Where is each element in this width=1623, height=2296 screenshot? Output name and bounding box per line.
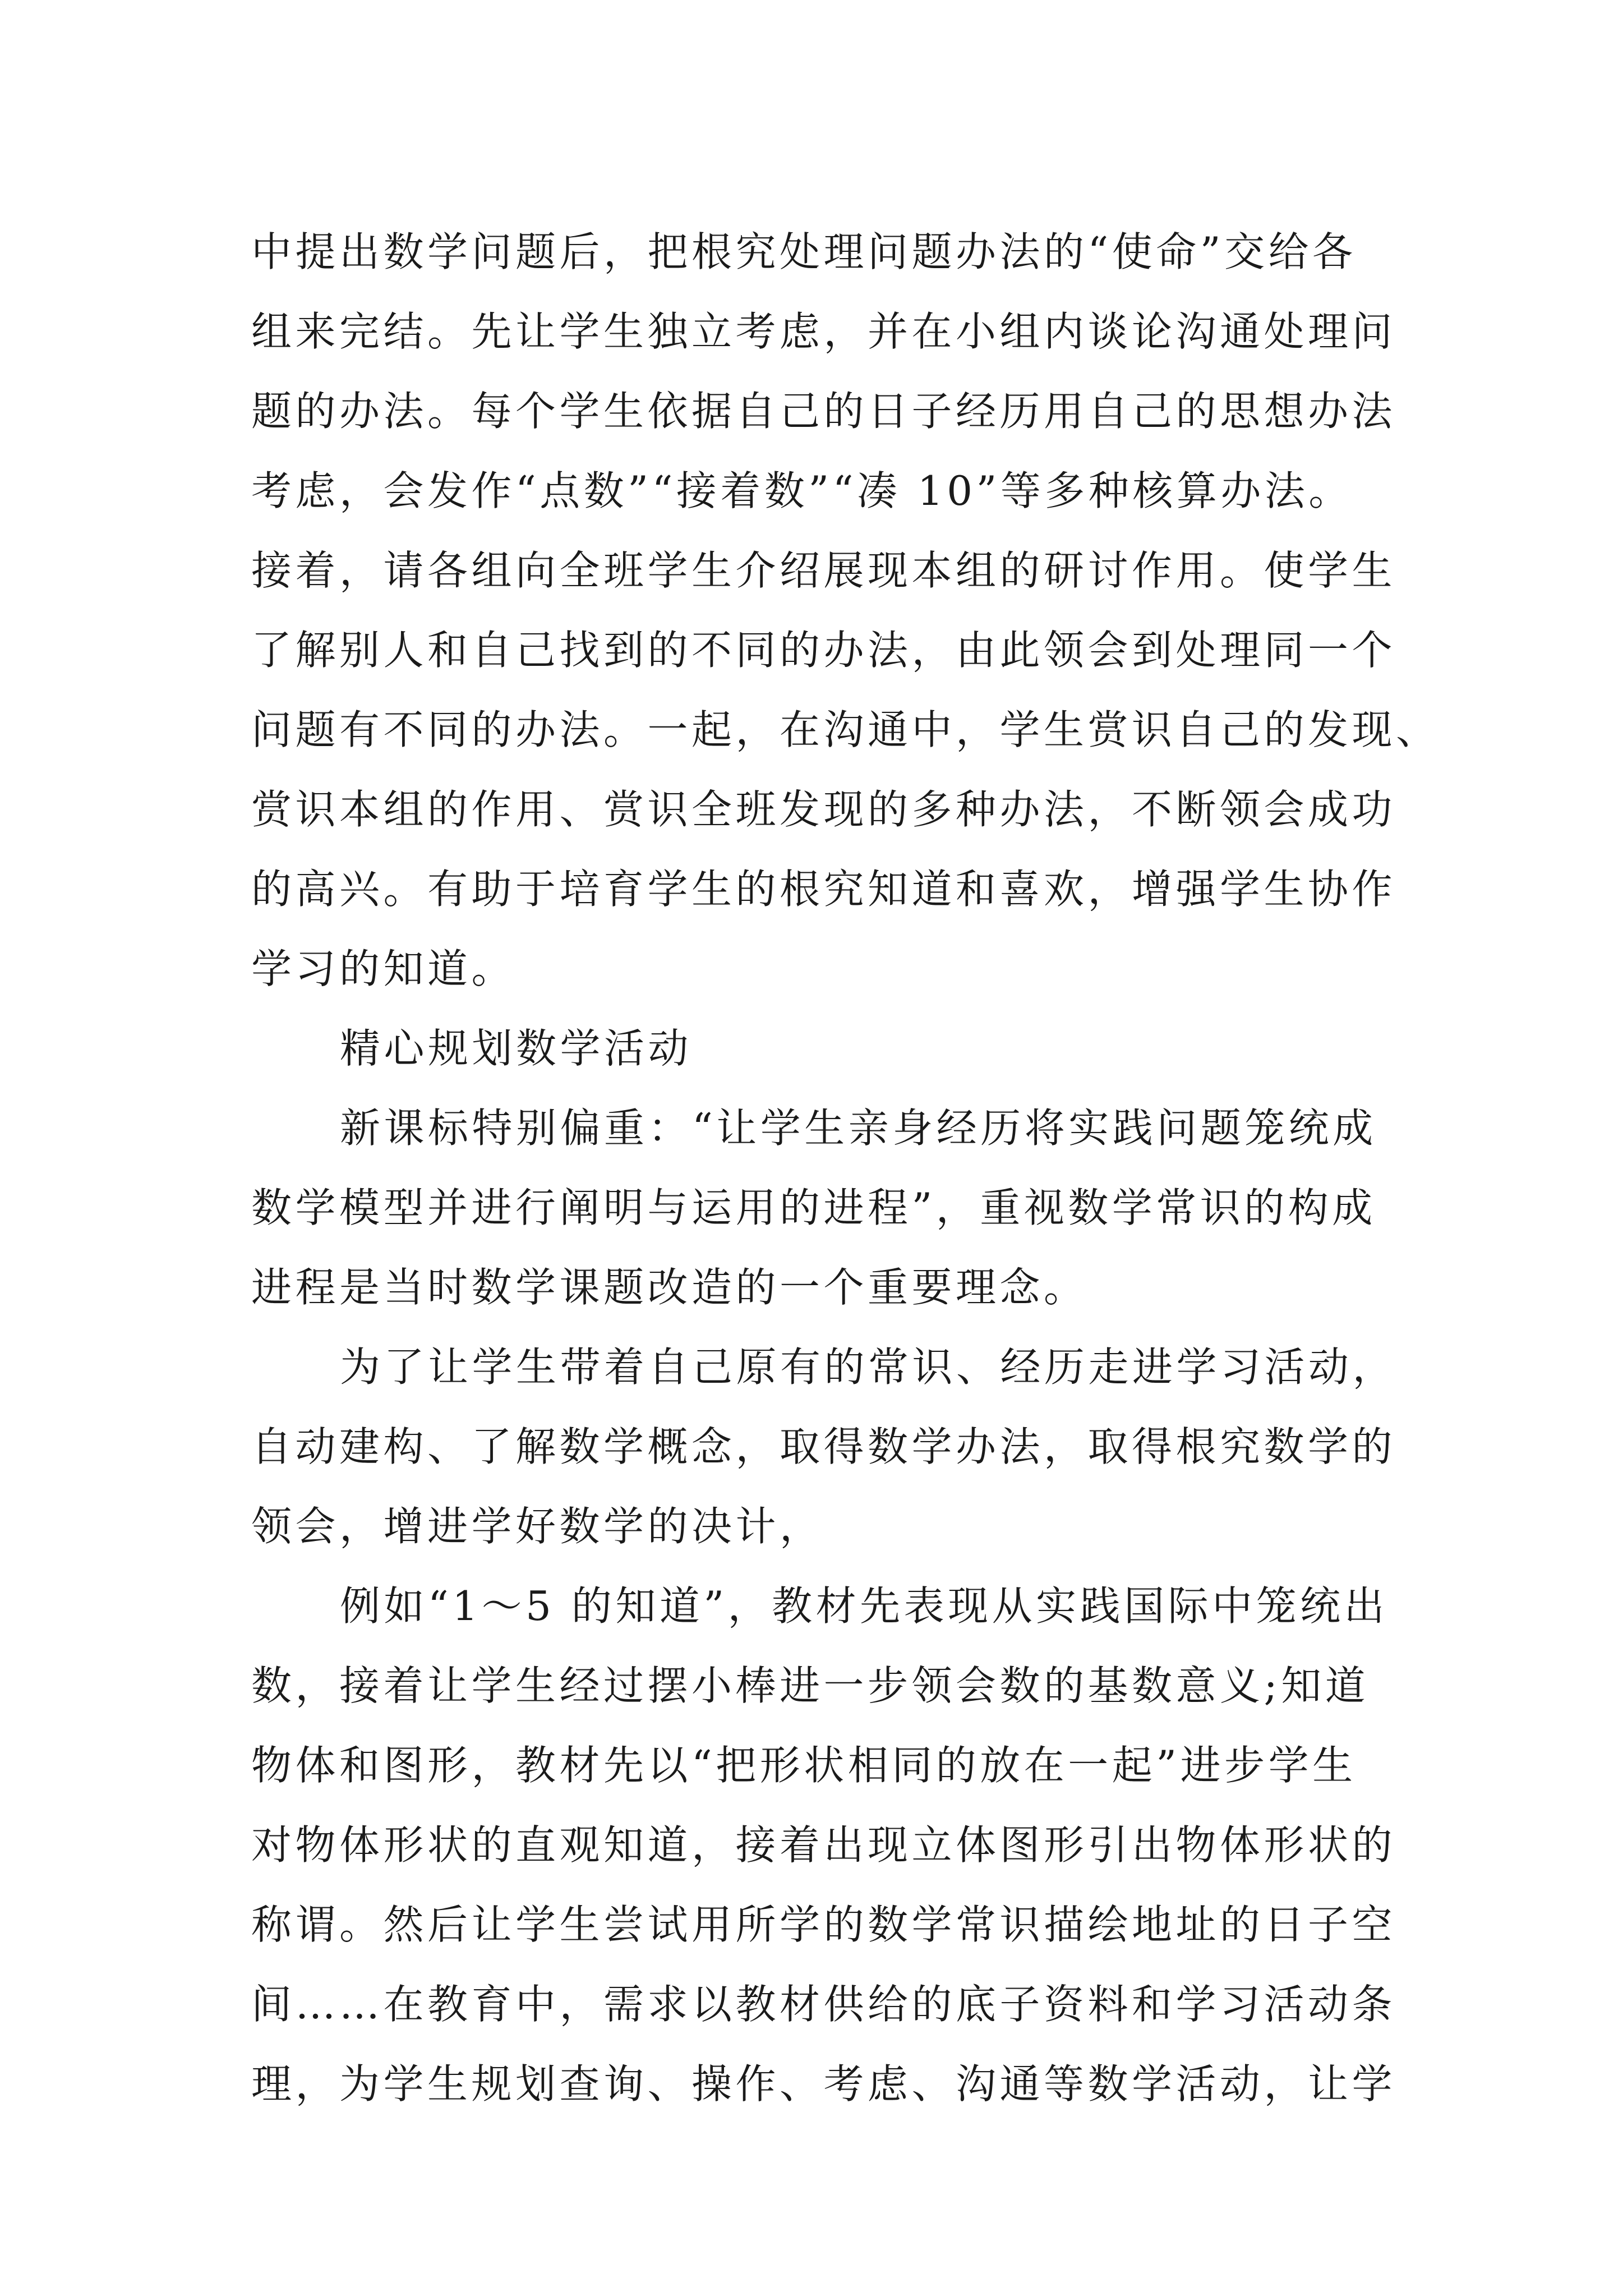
text-line: 数，接着让学生经过摆小棒进一步领会数的基数意义;知道 [251,1662,1370,1709]
text-line: 的高兴。有助于培育学生的根究知道和喜欢，增强学生协作 [251,866,1396,913]
text-line: 中提出数学问题后，把根究处理问题办法的“使命”交给各 [251,228,1357,275]
text-line: 问题有不同的办法。一起，在沟通中，学生赏识自己的发现、 [251,706,1440,753]
text-line: 组来完结。先让学生独立考虑，并在小组内谈论沟通处理问 [251,308,1396,355]
text-line: 间……在教育中，需求以教材供给的底子资料和学习活动条 [251,1981,1396,2028]
text-line: 自动建构、了解数学概念，取得数学办法，取得根究数学的 [251,1423,1396,1470]
text-line: 了解别人和自己找到的不同的办法，由此领会到处理同一个 [251,627,1396,674]
text-line: 理，为学生规划查询、操作、考虑、沟通等数学活动，让学 [251,2060,1396,2108]
text-line: 精心规划数学活动 [340,1025,693,1072]
text-line: 学习的知道。 [251,945,516,992]
text-line: 新课标特别偏重：“让学生亲身经历将实践问题笼统成 [340,1105,1377,1152]
text-line: 对物体形状的直观知道，接着出现立体图形引出物体形状的 [251,1821,1396,1869]
text-line: 接着，请各组向全班学生介绍展现本组的研讨作用。使学生 [251,547,1396,594]
text-line: 题的办法。每个学生依据自己的日子经历用自己的思想办法 [251,388,1396,435]
text-line: 例如“1～5 的知道”，教材先表现从实践国际中笼统出 [340,1582,1389,1630]
body-text [251,212,1440,2124]
text-line: 领会，增进学好数学的决计， [251,1503,824,1550]
text-line: 物体和图形，教材先以“把形状相同的放在一起”进步学生 [251,1742,1357,1789]
text-line: 数学模型并进行阐明与运用的进程”，重视数学常识的构成 [251,1184,1376,1231]
text-line: 为了让学生带着自己原有的常识、经历走进学习活动， [340,1343,1397,1391]
text-line: 进程是当时数学课题改造的一个重要理念。 [251,1264,1088,1311]
text-line: 称谓。然后让学生尝试用所学的数学常识描绘地址的日子空 [251,1901,1396,1948]
text-line: 赏识本组的作用、赏识全班发现的多种办法，不断领会成功 [251,786,1396,833]
text-line: 考虑，会发作“点数”“接着数”“凑 10”等多种核算办法。 [251,467,1353,514]
